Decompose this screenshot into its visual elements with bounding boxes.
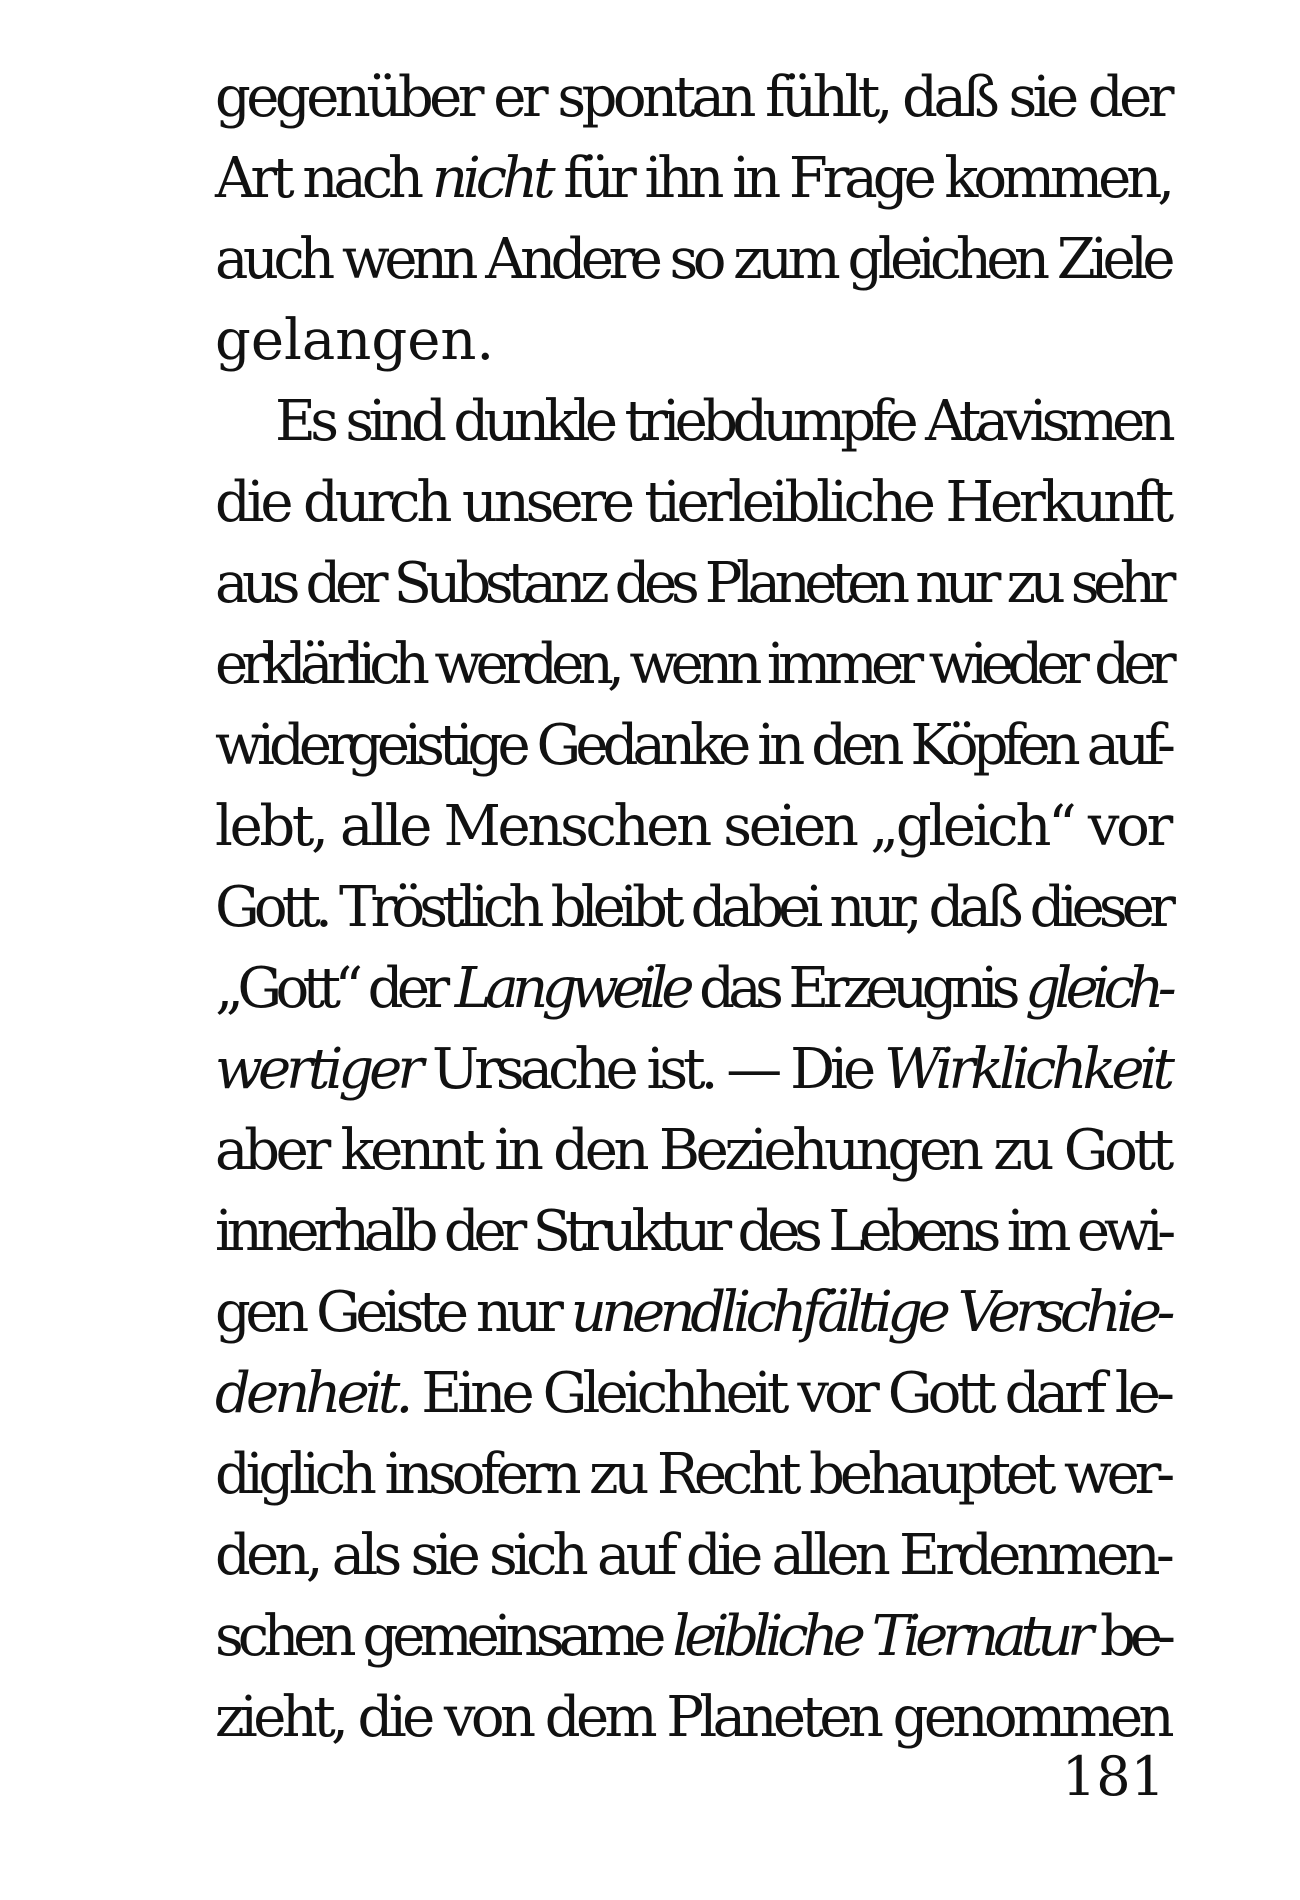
italic-text-segment: Wirklichkeit [883, 1037, 1171, 1102]
text-segment: aber kennt in den Beziehungen zu Gott [215, 1118, 1170, 1183]
text-line [215, 1435, 1170, 1515]
text-segment: Eine Gleichheit vor Gott darf le- [408, 1361, 1171, 1426]
text-segment: die durch unsere tierleibliche Herkunft [215, 470, 1170, 535]
italic-text-segment: nicht [431, 146, 551, 211]
text-segment: Gott. Tröstlich bleibt dabei nur, daß dieser [215, 875, 1171, 940]
italic-text-segment: denheit. [215, 1361, 409, 1426]
text-segment: diglich insofern zu Recht behauptet wer- [215, 1442, 1170, 1507]
text-line [215, 706, 1170, 786]
text-segment: lebt, alle Menschen seien „gleich“ vor [215, 794, 1170, 859]
text-segment: be- [1088, 1604, 1171, 1669]
italic-text-segment: Langweile [454, 956, 688, 1021]
text-line [215, 868, 1170, 948]
text-segment: widergeistige Gedanke in den Köpfen auf- [215, 713, 1171, 778]
text-line [215, 1273, 1170, 1353]
text-line [215, 1516, 1170, 1596]
text-segment: für ihn in Frage kommen, [550, 146, 1171, 211]
text-segment: Es sind dunkle triebdumpfe Atavismen [275, 389, 1170, 454]
text-segment: zieht, die von dem Planeten genommen [215, 1685, 1170, 1750]
text-segment: gen Geiste nur [215, 1280, 571, 1345]
text-segment: Ursache ist. — Die [419, 1037, 884, 1102]
page-number: 181 [1061, 1745, 1165, 1808]
text-segment: Art nach [215, 146, 432, 211]
text-line [215, 220, 1170, 300]
text-segment: auch wenn Andere so zum gleichen Ziele [215, 227, 1170, 292]
italic-text-segment: leibliche Tiernatur [672, 1604, 1089, 1669]
text-line [215, 544, 1170, 624]
text-segment: aus der Substanz des Planeten nur zu sehr [215, 551, 1170, 616]
text-segment: gelangen. [215, 308, 495, 373]
italic-text-segment: gleich- [1025, 956, 1171, 1021]
text-line [215, 949, 1170, 1029]
italic-text-segment: wertiger [215, 1037, 420, 1102]
text-segment: gegenüber er spontan fühlt, daß sie der [215, 65, 1170, 130]
text-segment: innerhalb der Struktur des Lebens im ewi- [215, 1199, 1170, 1264]
text-line [215, 1111, 1170, 1191]
text-line [215, 139, 1170, 219]
text-line [215, 787, 1170, 867]
text-line [215, 1192, 1170, 1272]
text-line [215, 301, 1170, 381]
text-line [215, 1354, 1170, 1434]
text-line [215, 1030, 1170, 1110]
text-line [215, 58, 1170, 138]
text-line [215, 1678, 1170, 1758]
text-segment: den, als sie sich auf die allen Erdenmen- [215, 1523, 1170, 1588]
text-line [275, 382, 1170, 462]
text-line [215, 463, 1170, 543]
italic-text-segment: unendlichfältige Verschie- [570, 1280, 1171, 1345]
text-segment: „Gott“ der [215, 956, 455, 1021]
text-line [215, 1597, 1170, 1677]
text-line [215, 625, 1170, 705]
text-segment: schen gemeinsame [215, 1604, 673, 1669]
text-segment: das Erzeugnis [687, 956, 1026, 1021]
text-segment: erklärlich werden, wenn immer wieder der [215, 632, 1170, 697]
